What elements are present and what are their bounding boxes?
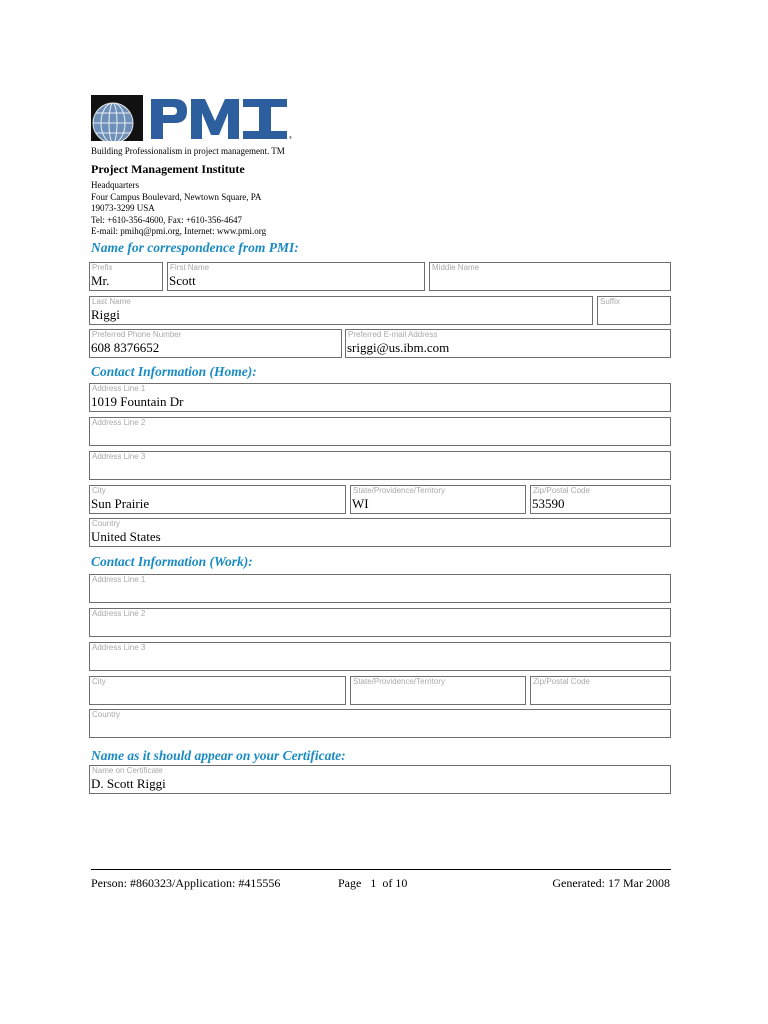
first-name-field[interactable]: First Name Scott bbox=[167, 262, 425, 291]
work-country-field[interactable]: Country bbox=[89, 709, 671, 738]
home-address-line-1-value: 1019 Fountain Dr bbox=[91, 394, 184, 409]
home-state-field[interactable]: State/Providence/Territory WI bbox=[350, 485, 526, 514]
email-field[interactable]: Preferred E-mail Address sriggi@us.ibm.com bbox=[345, 329, 671, 358]
work-zip-field[interactable]: Zip/Postal Code bbox=[530, 676, 671, 705]
home-city-field[interactable]: City Sun Prairie bbox=[89, 485, 346, 514]
home-state-value: WI bbox=[352, 496, 369, 511]
tagline: Building Professionalism in project management. TM bbox=[91, 146, 285, 156]
home-zip-field[interactable]: Zip/Postal Code 53590 bbox=[530, 485, 671, 514]
work-address-line-2-field[interactable]: Address Line 2 bbox=[89, 608, 671, 637]
home-address-line-1-field[interactable]: Address Line 1 1019 Fountain Dr bbox=[89, 383, 671, 412]
hq-address bbox=[91, 180, 266, 238]
prefix-value: Mr. bbox=[91, 273, 110, 288]
first-name-value: Scott bbox=[169, 273, 196, 288]
footer-generated-date: Generated: 17 Mar 2008 bbox=[552, 876, 670, 890]
last-name-field[interactable]: Last Name Riggi bbox=[89, 296, 593, 325]
pmi-logo bbox=[91, 95, 301, 141]
section-work-heading: Contact Information (Work): bbox=[91, 554, 253, 569]
footer-divider bbox=[91, 869, 671, 870]
address-line: Tel: +610-356-4600, Fax: +610-356-4647 bbox=[91, 214, 243, 225]
address-line: E-mail: pmihq@pmi.org, Internet: www.pmi.org bbox=[91, 226, 267, 236]
certificate-name-value: D. Scott Riggi bbox=[91, 776, 166, 791]
home-city-value: Sun Prairie bbox=[91, 496, 150, 511]
certificate-name-field[interactable]: Name on Certificate D. Scott Riggi bbox=[89, 765, 671, 794]
address-line: Four Campus Boulevard, Newtown Square, PA bbox=[91, 191, 262, 202]
suffix-field[interactable]: Suffix bbox=[597, 296, 671, 325]
section-certificate-heading: Name as it should appear on your Certificate: bbox=[91, 748, 346, 763]
work-city-field[interactable]: City bbox=[89, 676, 346, 705]
page-total: of 10 bbox=[382, 876, 408, 890]
last-name-value: Riggi bbox=[91, 307, 120, 322]
prefix-field[interactable]: Prefix Mr. bbox=[89, 262, 163, 291]
address-line: Headquarters bbox=[91, 180, 139, 190]
home-address-line-2-field[interactable]: Address Line 2 bbox=[89, 417, 671, 446]
work-address-line-3-field[interactable]: Address Line 3 bbox=[89, 642, 671, 671]
footer-page-indicator bbox=[338, 876, 407, 891]
home-zip-value: 53590 bbox=[532, 496, 565, 511]
svg-text:®: ® bbox=[289, 135, 292, 140]
page-number: 1 bbox=[370, 876, 377, 890]
email-value: sriggi@us.ibm.com bbox=[347, 340, 450, 355]
work-address-line-1-field[interactable]: Address Line 1 bbox=[89, 574, 671, 603]
home-country-field[interactable]: Country United States bbox=[89, 518, 671, 547]
page-label: Page bbox=[338, 876, 362, 890]
section-correspondence-heading: Name for correspondence from PMI: bbox=[91, 240, 299, 255]
home-country-value: United States bbox=[91, 529, 161, 544]
org-name: Project Management Institute bbox=[91, 162, 245, 176]
address-line: 19073-3299 USA bbox=[91, 203, 155, 213]
work-state-field[interactable]: State/Providence/Territory bbox=[350, 676, 526, 705]
middle-name-field[interactable]: Middle Name bbox=[429, 262, 671, 291]
section-home-heading: Contact Information (Home): bbox=[91, 364, 257, 379]
phone-field[interactable]: Preferred Phone Number 608 8376652 bbox=[89, 329, 342, 358]
footer-person-application: Person: #860323/Application: #415556 bbox=[91, 876, 281, 890]
home-address-line-3-field[interactable]: Address Line 3 bbox=[89, 451, 671, 480]
phone-value: 608 8376652 bbox=[91, 340, 160, 355]
